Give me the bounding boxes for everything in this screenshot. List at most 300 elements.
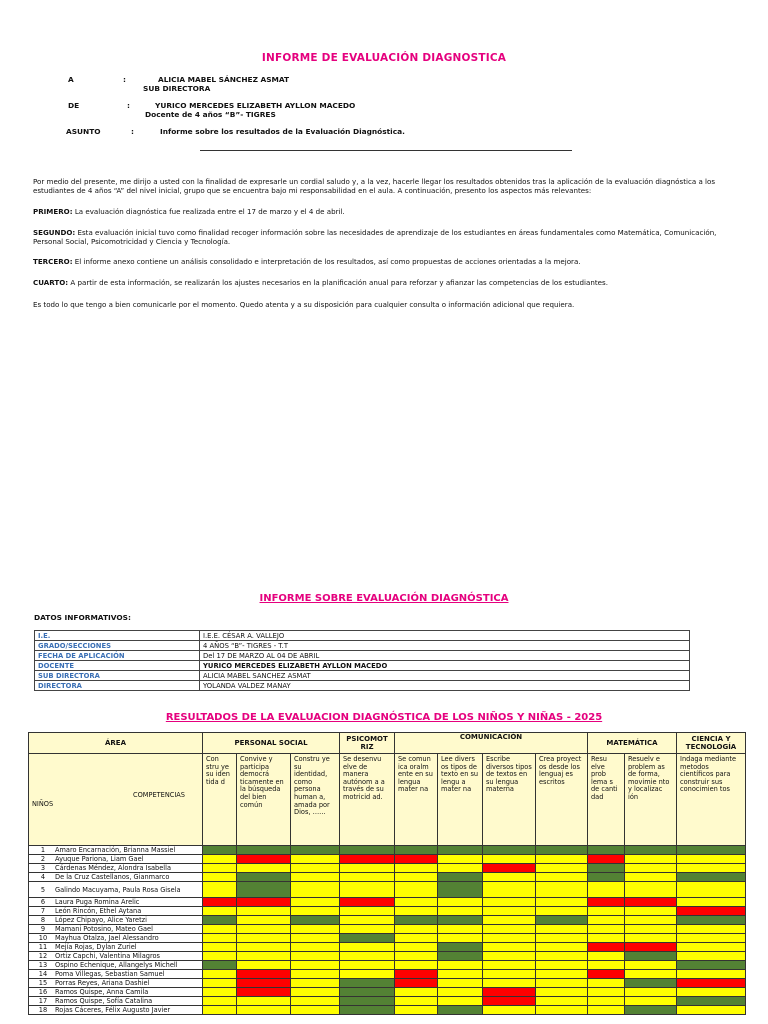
result-cell	[625, 970, 677, 979]
result-cell	[340, 979, 395, 988]
result-cell	[588, 1006, 625, 1015]
result-cell	[588, 916, 625, 925]
result-cell	[483, 997, 536, 1006]
result-cell	[203, 979, 237, 988]
from-name: YURICO MERCEDES ELIZABETH AYLLON MACEDO	[155, 101, 356, 110]
student-cell	[29, 943, 203, 952]
result-cell	[203, 873, 237, 882]
result-cell	[340, 864, 395, 873]
result-cell	[291, 882, 340, 898]
student-number: 1	[40, 846, 46, 854]
result-cell	[395, 925, 438, 934]
result-cell	[203, 952, 237, 961]
to-label: A	[68, 75, 74, 84]
result-cell	[340, 997, 395, 1006]
student-number: 8	[40, 916, 46, 924]
result-cell	[588, 907, 625, 916]
result-cell	[291, 898, 340, 907]
info-key: GRADO/SECCIONES	[35, 641, 200, 651]
result-cell	[340, 846, 395, 855]
result-cell	[536, 934, 588, 943]
student-name: Ramos Quispe, Sofía Catalina	[55, 997, 153, 1005]
student-cell	[29, 997, 203, 1006]
result-cell	[483, 873, 536, 882]
area-psicomotriz: PSICOMOT RIZ	[340, 733, 395, 754]
result-cell	[677, 898, 746, 907]
result-cell	[291, 925, 340, 934]
student-cell	[29, 916, 203, 925]
student-number: 12	[38, 952, 48, 960]
result-cell	[203, 934, 237, 943]
result-cell	[237, 934, 291, 943]
student-number: 16	[38, 988, 48, 996]
result-cell	[438, 952, 483, 961]
result-cell	[677, 925, 746, 934]
result-cell	[395, 846, 438, 855]
student-row	[29, 952, 746, 961]
student-row	[29, 997, 746, 1006]
result-cell	[625, 925, 677, 934]
result-cell	[395, 934, 438, 943]
result-cell	[237, 855, 291, 864]
student-cell	[29, 846, 203, 855]
student-name: Laura Puga Romina Arelic	[55, 898, 140, 906]
student-cell	[29, 988, 203, 997]
result-cell	[483, 961, 536, 970]
student-cell	[29, 907, 203, 916]
result-cell	[588, 970, 625, 979]
result-cell	[438, 907, 483, 916]
result-cell	[438, 873, 483, 882]
to-colon: :	[123, 75, 126, 84]
result-cell	[203, 846, 237, 855]
result-cell	[340, 988, 395, 997]
result-cell	[483, 882, 536, 898]
result-cell	[483, 855, 536, 864]
area-ciencia: CIENCIA Y TECNOLOGÍA	[677, 733, 746, 754]
student-cell	[29, 925, 203, 934]
result-cell	[677, 916, 746, 925]
student-row	[29, 979, 746, 988]
result-cell	[677, 961, 746, 970]
result-cell	[438, 997, 483, 1006]
result-cell	[536, 997, 588, 1006]
student-row	[29, 873, 746, 882]
student-row	[29, 961, 746, 970]
result-cell	[438, 979, 483, 988]
result-cell	[438, 961, 483, 970]
result-cell	[483, 925, 536, 934]
competency-header: Resu elve prob lema s de canti dad	[588, 754, 625, 846]
result-cell	[237, 961, 291, 970]
info-row	[35, 671, 690, 681]
result-cell	[438, 925, 483, 934]
student-cell	[29, 855, 203, 864]
result-cell	[438, 970, 483, 979]
result-cell	[588, 898, 625, 907]
primero-text: La evaluación diagnóstica fue realizada entre el 17 de marzo y el 4 de abril.	[74, 207, 345, 216]
result-cell	[237, 997, 291, 1006]
results-title: RESULTADOS DE LA EVALUACION DIAGNÓSTICA DE LOS NIÑOS Y NIÑAS - 2025	[165, 712, 603, 723]
result-cell	[625, 961, 677, 970]
result-cell	[291, 1006, 340, 1015]
result-cell	[395, 988, 438, 997]
result-cell	[625, 979, 677, 988]
info-row	[35, 651, 690, 661]
result-cell	[291, 979, 340, 988]
result-cell	[203, 970, 237, 979]
student-name: Mayhua Otalza, Jael Alessandro	[55, 934, 159, 942]
result-cell	[536, 952, 588, 961]
result-cell	[395, 1006, 438, 1015]
student-row	[29, 925, 746, 934]
result-cell	[291, 952, 340, 961]
competency-header: Lee divers os tipos de texto en su lengu a mater na	[438, 754, 483, 846]
competency-header: Se desenvu elve de manera autónom a a través de su motricid ad.	[340, 754, 395, 846]
student-name: Ospino Echenique, Allangelys Michell	[55, 961, 178, 969]
student-name: Ramos Quispe, Anna Camila	[55, 988, 149, 996]
result-cell	[438, 846, 483, 855]
result-cell	[395, 855, 438, 864]
result-cell	[340, 943, 395, 952]
info-value: ALICIA MABEL SANCHEZ ASMAT	[200, 671, 690, 681]
result-cell	[395, 979, 438, 988]
result-cell	[483, 952, 536, 961]
student-row	[29, 943, 746, 952]
result-cell	[291, 997, 340, 1006]
result-cell	[536, 846, 588, 855]
result-cell	[588, 943, 625, 952]
result-cell	[237, 952, 291, 961]
result-cell	[625, 898, 677, 907]
result-cell	[237, 979, 291, 988]
result-cell	[536, 916, 588, 925]
segundo-paragraph	[33, 228, 733, 246]
cuarto-text: A partir de esta información, se realizarán los ajustes necesarios en la planificación anual para reforzar y afianzar las competencias de los estudiantes.	[70, 278, 608, 287]
result-cell	[677, 952, 746, 961]
result-cell	[677, 873, 746, 882]
segundo-text: Esta evaluación inicial tuvo como finalidad recoger información sobre las necesidades de aprendizaje de los estudiantes en áreas fundamentales como Matemática, Comunicación, Personal Social, Psicomotricidad y Ciencia y Tecnología.	[33, 228, 717, 246]
result-cell	[677, 988, 746, 997]
result-cell	[677, 979, 746, 988]
to-name: ALICIA MABEL SÁNCHEZ ASMAT	[158, 75, 290, 84]
result-cell	[291, 934, 340, 943]
student-name: López Chipayo, Alice Yaretzi	[55, 916, 147, 924]
result-cell	[203, 916, 237, 925]
student-cell	[29, 970, 203, 979]
result-cell	[588, 979, 625, 988]
student-row	[29, 882, 746, 898]
result-cell	[237, 873, 291, 882]
result-cell	[677, 970, 746, 979]
result-cell	[237, 864, 291, 873]
result-cell	[395, 997, 438, 1006]
info-key: FECHA DE APLICACIÓN	[35, 651, 200, 661]
competency-header: Resuelv e problem as de forma, movimie nto y localizac ión	[625, 754, 677, 846]
header-divider	[200, 150, 572, 151]
result-cell	[291, 988, 340, 997]
result-cell	[625, 882, 677, 898]
student-name: Ortiz Capchi, Valentina Milagros	[55, 952, 160, 960]
student-cell	[29, 961, 203, 970]
result-cell	[291, 846, 340, 855]
student-name: Mejía Rojas, Dylan Zuriel	[55, 943, 137, 951]
result-cell	[395, 916, 438, 925]
closing-paragraph: Es todo lo que tengo a bien comunicarle por el momento. Quedo atenta y a su disposición para cualquier consulta o información adicional que requiera.	[33, 300, 575, 309]
segundo-label: SEGUNDO:	[33, 228, 76, 237]
info-row	[35, 631, 690, 641]
result-cell	[291, 943, 340, 952]
result-cell	[395, 961, 438, 970]
result-cell	[237, 898, 291, 907]
competency-header: Convive y participa democrá ticamente en la búsqueda del bien común	[237, 754, 291, 846]
result-cell	[237, 907, 291, 916]
competency-header: Constru ye su identidad, como persona human a, amada por Dios, ……	[291, 754, 340, 846]
cuarto-paragraph	[33, 278, 733, 287]
result-cell	[438, 988, 483, 997]
result-cell	[588, 925, 625, 934]
result-cell	[536, 961, 588, 970]
student-row	[29, 934, 746, 943]
result-cell	[536, 907, 588, 916]
result-cell	[588, 873, 625, 882]
result-cell	[536, 970, 588, 979]
result-cell	[536, 898, 588, 907]
subject-text: Informe sobre los resultados de la Evaluación Diagnóstica.	[160, 127, 405, 136]
result-cell	[677, 882, 746, 898]
from-role: Docente de 4 años “B”- TIGRES	[145, 110, 276, 119]
student-number: 17	[38, 997, 48, 1005]
result-cell	[536, 979, 588, 988]
student-name: Galindo Macuyama, Paula Rosa Gisela	[55, 885, 181, 894]
result-cell	[625, 907, 677, 916]
result-cell	[340, 1006, 395, 1015]
info-value: YURICO MERCEDES ELIZABETH AYLLON MACEDO	[200, 661, 690, 671]
intro-paragraph: Por medio del presente, me dirijo a usted con la finalidad de expresarle un cordial saludo y, a la vez, hacerle llegar los resultados obtenidos tras la aplicación de la evaluación diagnóstica a los estudiantes de 4 años “A” del nivel inicial, grupo que se encuentra bajo mi responsabilidad en el aula. A continuación, presento los aspectos más relevantes:	[33, 177, 716, 195]
student-name: Cárdenas Méndez, Alondra Isabella	[55, 864, 172, 872]
result-cell	[483, 846, 536, 855]
student-name: Amaro Encarnación, Brianna Massiel	[55, 846, 176, 854]
datos-title: DATOS INFORMATIVOS:	[34, 613, 131, 622]
primero-label: PRIMERO:	[33, 207, 73, 216]
report-title: INFORME DE EVALUACIÓN DIAGNOSTICA	[261, 52, 507, 64]
result-cell	[483, 934, 536, 943]
result-cell	[203, 1006, 237, 1015]
info-key: I.E.	[35, 631, 200, 641]
student-name: Rojas Cáceres, Félix Augusto Javier	[55, 1006, 171, 1014]
result-cell	[395, 943, 438, 952]
student-name: Porras Reyes, Ariana Dashiel	[55, 979, 150, 987]
result-cell	[588, 997, 625, 1006]
result-cell	[536, 864, 588, 873]
competency-header: Con stru ye su iden tida d	[203, 754, 237, 846]
student-number: 3	[40, 864, 46, 872]
result-cell	[536, 882, 588, 898]
result-cell	[291, 916, 340, 925]
result-cell	[625, 855, 677, 864]
result-cell	[625, 988, 677, 997]
result-cell	[625, 997, 677, 1006]
result-cell	[203, 961, 237, 970]
info-value: YOLANDA VALDEZ MANAY	[200, 681, 690, 691]
student-cell	[29, 864, 203, 873]
result-cell	[438, 916, 483, 925]
results-table	[28, 732, 746, 1015]
result-cell	[625, 846, 677, 855]
area-matematica: MATEMÁTICA	[588, 733, 677, 754]
subject-colon: :	[131, 127, 134, 136]
student-name: León Rincón, Ethel Aytana	[55, 907, 142, 915]
info-row	[35, 681, 690, 691]
result-cell	[291, 864, 340, 873]
result-cell	[203, 925, 237, 934]
student-number: 2	[40, 855, 46, 863]
student-row	[29, 864, 746, 873]
result-cell	[677, 907, 746, 916]
info-value: Del 17 DE MARZO AL 04 DE ABRIL	[200, 651, 690, 661]
info-row	[35, 661, 690, 671]
subject-label: ASUNTO	[66, 127, 101, 136]
area-comunicacion: COMUNICACIÓN	[395, 733, 588, 754]
result-cell	[203, 898, 237, 907]
result-cell	[291, 873, 340, 882]
result-cell	[483, 988, 536, 997]
student-row	[29, 970, 746, 979]
result-cell	[588, 864, 625, 873]
result-cell	[483, 898, 536, 907]
result-cell	[203, 907, 237, 916]
result-cell	[625, 873, 677, 882]
result-cell	[237, 943, 291, 952]
result-cell	[340, 952, 395, 961]
student-number: 13	[38, 961, 48, 969]
result-cell	[677, 846, 746, 855]
result-cell	[536, 855, 588, 864]
student-number: 4	[40, 873, 46, 881]
info-value: 4 AÑOS “B”- TIGRES - T.T	[200, 641, 690, 651]
result-cell	[625, 952, 677, 961]
result-cell	[438, 882, 483, 898]
result-cell	[340, 855, 395, 864]
result-cell	[625, 864, 677, 873]
student-name: Poma Villegas, Sebastian Samuel	[55, 970, 165, 978]
result-cell	[340, 925, 395, 934]
result-cell	[395, 873, 438, 882]
result-cell	[677, 855, 746, 864]
result-cell	[677, 864, 746, 873]
result-cell	[340, 907, 395, 916]
student-cell	[29, 898, 203, 907]
tercero-text: El informe anexo contiene un análisis consolidado e interpretación de los resultados, así como propuestas de acciones orientadas a la mejora.	[74, 257, 581, 266]
competencias-header-cell	[29, 754, 203, 846]
result-cell	[395, 952, 438, 961]
result-cell	[438, 864, 483, 873]
ninos-label: NIÑOS	[32, 800, 54, 808]
result-cell	[536, 988, 588, 997]
result-cell	[291, 970, 340, 979]
result-cell	[237, 988, 291, 997]
student-row	[29, 916, 746, 925]
result-cell	[677, 943, 746, 952]
result-cell	[438, 1006, 483, 1015]
student-row	[29, 907, 746, 916]
student-name: Ayuque Pariona, Liam Gael	[55, 855, 144, 863]
result-cell	[291, 907, 340, 916]
result-cell	[291, 961, 340, 970]
annex-title: INFORME SOBRE EVALUACIÓN DIAGNÓSTICA	[259, 593, 509, 604]
result-cell	[677, 934, 746, 943]
result-cell	[536, 1006, 588, 1015]
result-cell	[588, 882, 625, 898]
to-role: SUB DIRECTORA	[143, 84, 211, 93]
result-cell	[625, 934, 677, 943]
result-cell	[237, 882, 291, 898]
student-number: 6	[40, 898, 46, 906]
info-key: SUB DIRECTORA	[35, 671, 200, 681]
student-number: 14	[38, 970, 48, 978]
result-cell	[340, 882, 395, 898]
result-cell	[237, 846, 291, 855]
area-personal-social: PERSONAL SOCIAL	[203, 733, 340, 754]
student-cell	[29, 952, 203, 961]
info-key: DOCENTE	[35, 661, 200, 671]
student-number: 11	[38, 943, 48, 951]
result-cell	[203, 864, 237, 873]
info-table	[34, 630, 690, 691]
student-row	[29, 855, 746, 864]
result-cell	[483, 979, 536, 988]
result-cell	[483, 943, 536, 952]
student-number: 7	[40, 907, 46, 915]
competency-header: Crea proyect os desde los lenguaj es escritos	[536, 754, 588, 846]
result-cell	[340, 970, 395, 979]
result-cell	[438, 855, 483, 864]
primero-paragraph	[33, 207, 733, 216]
result-cell	[291, 855, 340, 864]
result-cell	[203, 988, 237, 997]
competency-header: Se comun ica oralm ente en su lengua mater na	[395, 754, 438, 846]
result-cell	[340, 873, 395, 882]
result-cell	[536, 943, 588, 952]
result-cell	[203, 997, 237, 1006]
student-number: 15	[38, 979, 48, 987]
result-cell	[395, 907, 438, 916]
result-cell	[203, 882, 237, 898]
info-row	[35, 641, 690, 651]
student-cell	[29, 934, 203, 943]
info-value: I.E.E. CÉSAR A. VALLEJO	[200, 631, 690, 641]
result-cell	[588, 934, 625, 943]
competency-header: Indaga mediante metodos científicos para construir sus conocimien tos	[677, 754, 746, 846]
result-cell	[588, 855, 625, 864]
result-cell	[677, 997, 746, 1006]
result-cell	[625, 1006, 677, 1015]
result-cell	[340, 916, 395, 925]
tercero-paragraph	[33, 257, 733, 266]
student-number: 18	[38, 1006, 48, 1014]
result-cell	[340, 898, 395, 907]
result-cell	[483, 907, 536, 916]
cuarto-label: CUARTO:	[33, 278, 69, 287]
result-cell	[588, 988, 625, 997]
result-cell	[588, 846, 625, 855]
result-cell	[395, 882, 438, 898]
student-name: De la Cruz Castellanos, Gianmarco	[55, 873, 170, 881]
student-row	[29, 898, 746, 907]
result-cell	[625, 916, 677, 925]
student-cell	[29, 1006, 203, 1015]
competency-header: Escribe diversos tipos de textos en su lengua materna	[483, 754, 536, 846]
